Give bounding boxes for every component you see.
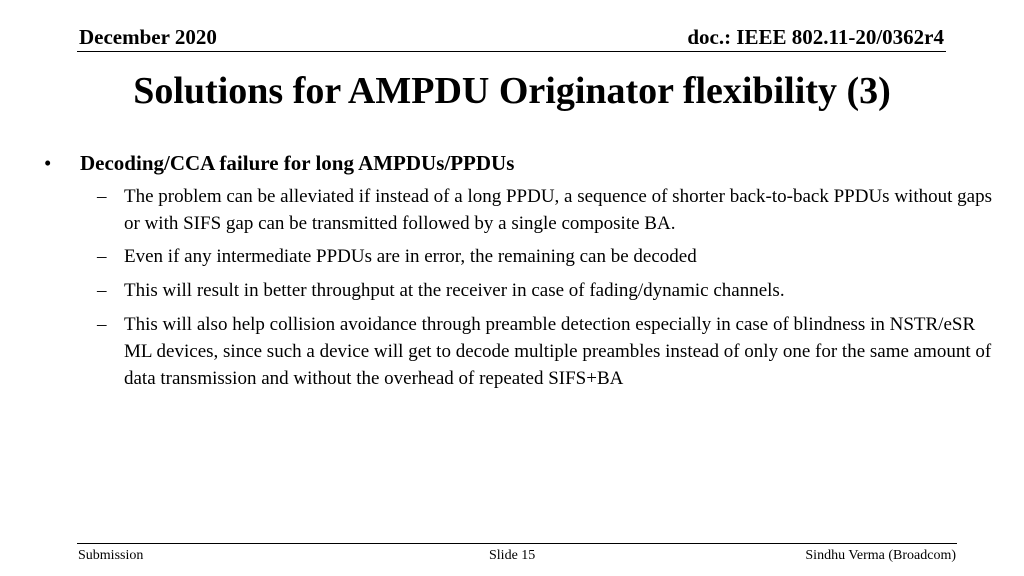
- footer-slide-number: Slide 15: [489, 548, 536, 563]
- slide-title: Solutions for AMPDU Originator flexibility (3): [133, 70, 891, 112]
- header-date: December 2020: [79, 25, 217, 49]
- header-doc-id: doc.: IEEE 802.11-20/0362r4: [687, 25, 944, 49]
- sub-item-text: This will result in better throughput at the receiver in case of fading/dynamic channels.: [124, 280, 785, 301]
- dash-glyph: –: [97, 246, 107, 267]
- sub-item: [97, 183, 992, 237]
- sub-item: [97, 311, 992, 392]
- dash-glyph: –: [97, 280, 107, 301]
- sub-item-text: This will also help collision avoidance through preamble detection especially in case of blindness in NSTR/eSR ML devices, since such a device will get to decode multiple preambles instead of only one for the same amount of data transmission and without the overhead of repeated SIFS+BA: [124, 314, 992, 389]
- bullet-text: Decoding/CCA failure for long AMPDUs/PPDUs: [80, 151, 515, 175]
- bullet-glyph: •: [44, 151, 52, 175]
- header-divider: [77, 51, 946, 52]
- footer-divider: [77, 543, 957, 544]
- footer-author: Sindhu Verma (Broadcom): [805, 548, 956, 563]
- dash-glyph: –: [97, 186, 107, 207]
- sub-item-text: Even if any intermediate PPDUs are in error, the remaining can be decoded: [124, 246, 697, 267]
- dash-glyph: –: [97, 314, 107, 335]
- sub-item: [97, 243, 992, 270]
- sub-item: [97, 277, 992, 304]
- footer-submission: Submission: [78, 548, 144, 563]
- sub-item-text: The problem can be alleviated if instead of a long PPDU, a sequence of shorter back-to-back PPDUs without gaps or with SIFS gap can be transmitted followed by a single composite BA.: [124, 186, 992, 234]
